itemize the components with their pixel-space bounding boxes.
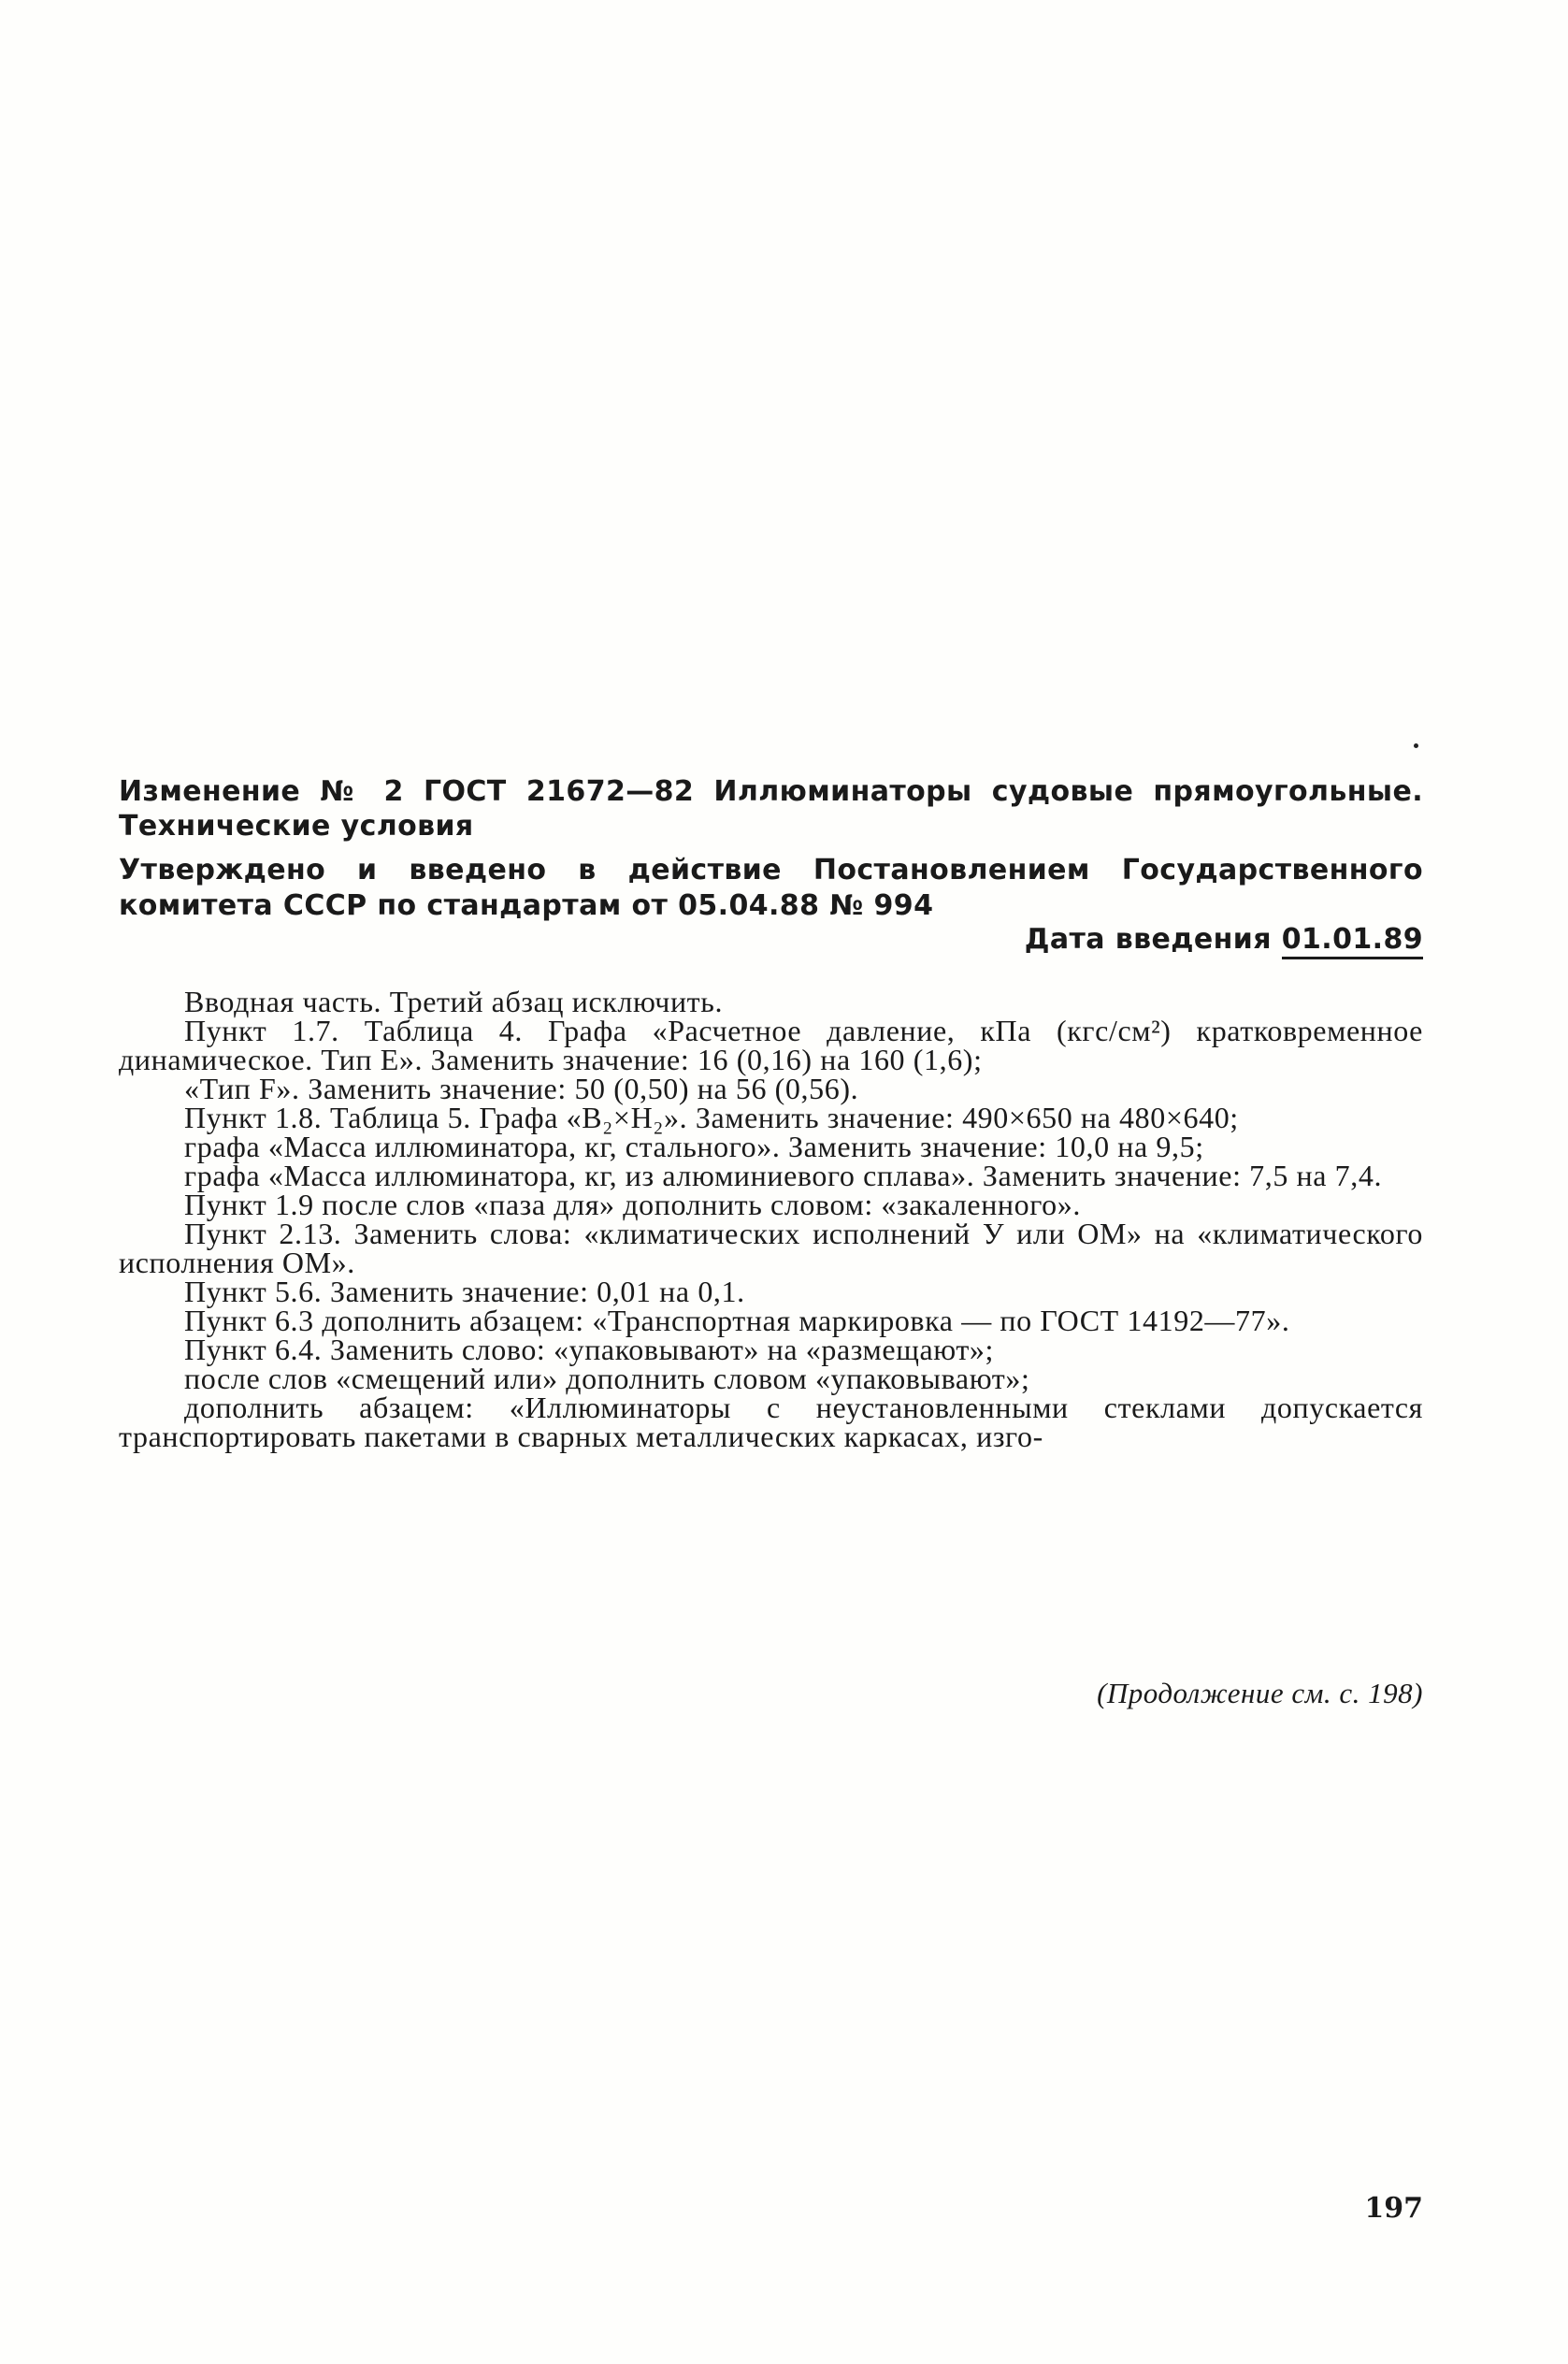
effective-date-value: 01.01.89 [1282,924,1423,959]
paragraph: дополнить абзацем: «Иллюминаторы с неустановленными стеклами допускается транспортировать пакетами в сварных металлических каркасах, изго- [119,1391,1423,1453]
effective-date-label: Дата введения [1024,923,1272,956]
approval-statement: Утверждено и введено в действие Постановлением Государственного комитета СССР по стандартам от 05.04.88 № 994 [119,854,1423,922]
paragraph: Вводная часть. Третий абзац исключить. [184,985,724,1018]
paragraph: после слов «смещений или» дополнить словом «упаковывают»; [184,1362,1030,1395]
paragraph: Пункт 1.8. Таблица 5. Графа «B₂×H₂». Заменить значение: 490×650 на 480×640; [184,1101,1239,1134]
paragraph: графа «Масса иллюминатора, кг, из алюминиевого сплава». Заменить значение: 7,5 на 7,4. [184,1159,1383,1192]
effective-date-line [119,922,1423,959]
speck-mark [1414,743,1418,748]
paragraph: Пункт 1.7. Таблица 4. Графа «Расчетное давление, кПа (кгс/см²) кратковременное динамическое. Тип E». Заменить значение: 16 (0,16) на 160 (1,6); [119,1014,1423,1076]
paragraph: Пункт 1.9 после слов «паза для» дополнить словом: «закаленного». [184,1188,1081,1221]
paragraph: Пункт 5.6. Заменить значение: 0,01 на 0,1. [184,1275,745,1308]
amendment-body [119,987,1423,1451]
paragraph: Пункт 6.3 дополнить абзацем: «Транспортная маркировка — по ГОСТ 14192—77». [184,1304,1290,1337]
paragraph: графа «Масса иллюминатора, кг, стального». Заменить значение: 10,0 на 9,5; [184,1130,1204,1163]
amendment-title: Изменение № 2 ГОСТ 21672—82 Иллюминаторы судовые прямоугольные. Технические условия [119,775,1423,843]
page-number: 197 [1364,2192,1423,2225]
paragraph: Пункт 6.4. Заменить слово: «упаковывают» на «размещают»; [184,1333,995,1366]
paragraph: «Тип F». Заменить значение: 50 (0,50) на 56 (0,56). [184,1072,859,1105]
continuation-note: (Продолжение см. с. 198) [1097,1677,1423,1709]
paragraph: Пункт 2.13. Заменить слова: «климатических исполнений У или ОМ» на «климатического исполнения ОМ». [119,1217,1423,1279]
